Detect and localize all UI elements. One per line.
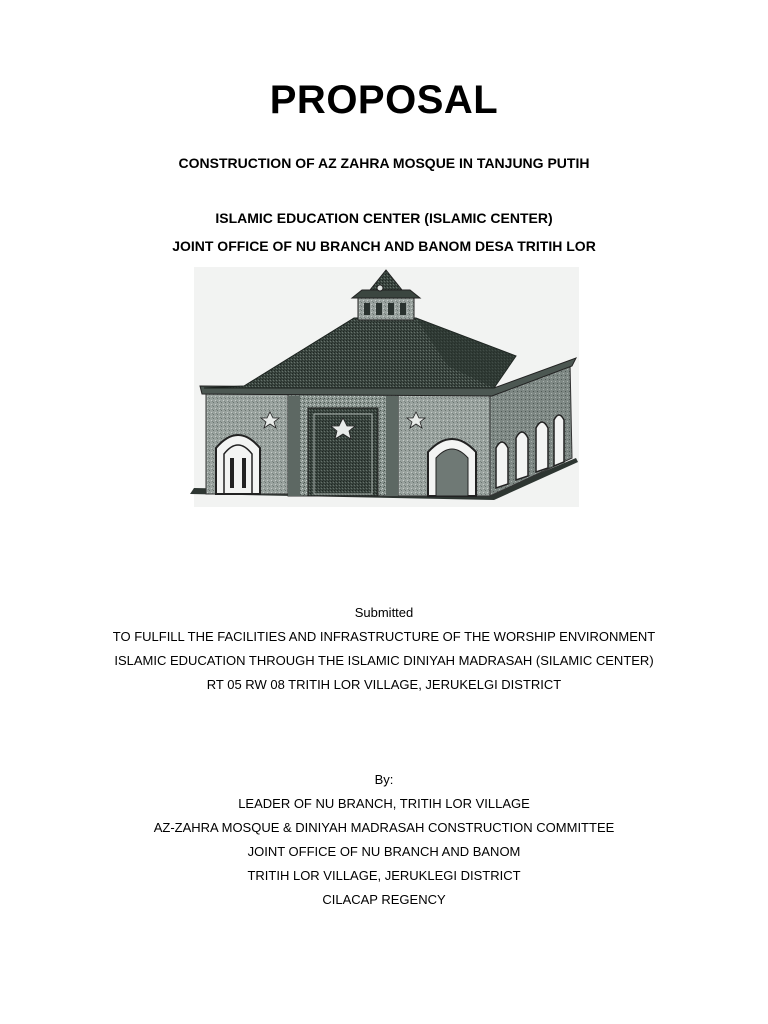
by-regency-line: CILACAP REGENCY [322,892,446,907]
by-block [0,768,768,912]
submitted-education-line: ISLAMIC EDUCATION THROUGH THE ISLAMIC DINIYAH MADRASAH (SILAMIC CENTER) [114,653,654,668]
center-name-line: ISLAMIC EDUCATION CENTER (ISLAMIC CENTER) [215,210,553,226]
by-label: By: [374,772,394,787]
submitted-label: Submitted [354,605,414,620]
submitted-address-line: RT 05 RW 08 TRITIH LOR VILLAGE, JERUKELGI DISTRICT [206,677,562,692]
by-leader-line: LEADER OF NU BRANCH, TRITIH LOR VILLAGE [238,796,530,811]
document-title: PROPOSAL [269,78,499,122]
by-committee-line: AZ-ZAHRA MOSQUE & DINIYAH MADRASAH CONSTRUCTION COMMITTEE [153,820,615,835]
submitted-block [0,601,768,697]
submitted-purpose-line: TO FULFILL THE FACILITIES AND INFRASTRUCTURE OF THE WORSHIP ENVIRONMENT [112,629,656,644]
mosque-illustration [184,262,584,512]
document-subtitle: CONSTRUCTION OF AZ ZAHRA MOSQUE IN TANJUNG PUTIH [178,155,590,171]
joint-office-line: JOINT OFFICE OF NU BRANCH AND BANOM DESA TRITIH LOR [172,238,596,254]
by-joint-office-line: JOINT OFFICE OF NU BRANCH AND BANOM [247,844,521,859]
by-village-line: TRITIH LOR VILLAGE, JERUKLEGI DISTRICT [247,868,521,883]
